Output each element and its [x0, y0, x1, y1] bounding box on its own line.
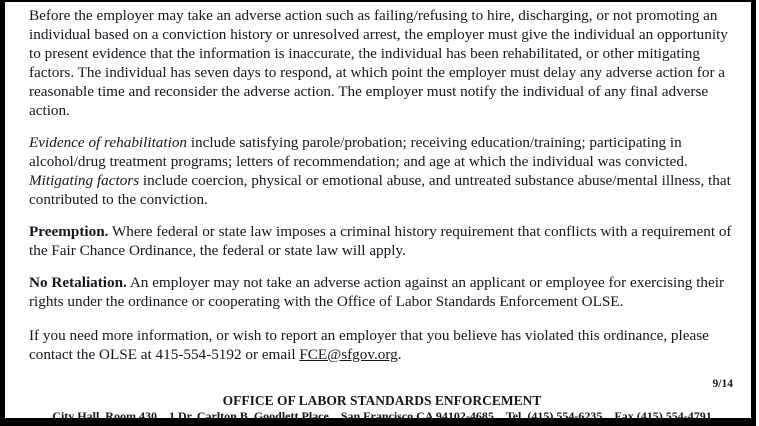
text-run: No Retaliation. [29, 274, 127, 291]
document-content [5, 2, 751, 423]
text-run: An employer may not take an adverse action against an applicant or employee for exercising their rights under the ordinance or cooperating with the Office of Labor Standards Enforcement OLSE. [29, 274, 725, 310]
text-run: include satisfying parole/probation; receiving education/training; participating in alcohol/drug treatment programs; letters of recommendation; and age at which the individual was convicted. [29, 134, 688, 170]
no-retaliation-paragraph [29, 273, 735, 311]
text-run: Evidence of rehabilitation [29, 134, 188, 151]
text-run: Mitigating factors [29, 172, 140, 189]
email-link[interactable]: FCE@sfgov.org [299, 346, 398, 363]
text-run: include coercion, physical or emotional abuse, and untreated substance abuse/mental illness, that contributed to the conviction. [29, 172, 731, 208]
footer-address-segment: 1 Dr. Carlton B. Goodlett Place [168, 409, 329, 423]
preemption-paragraph [29, 222, 735, 260]
footer-address-segment: Fax (415) 554-4791 [614, 409, 712, 423]
text-run: Before the employer may take an adverse action such as failing/refusing to hire, discharging, or not promoting an individual based on a conviction history or unresolved arrest, the employer must give the individual an opportunity to present evidence that the information is inaccurate, the individual has been rehabilitated, or other mitigating factors. The individual has seven days to respond, at which point the employer must delay any adverse action for a reasonable time and reconsider the adverse action. The employer must notify the individual of any final adverse action. [29, 7, 728, 119]
page-number: 9/14 [712, 378, 733, 390]
footer-address-segment: Tel. (415) 554-6235 [505, 409, 603, 423]
text-run: Where federal or state law imposes a criminal history requirement that conflicts with a requirement of the Fair Chance Ordinance, the federal or state law will apply. [29, 223, 732, 259]
text-run: Preemption. [29, 223, 109, 240]
footer-address-segment: City Hall, Room 430 [52, 409, 157, 423]
footer-office-name: OFFICE OF LABOR STANDARDS ENFORCEMENT [222, 393, 542, 408]
adverse-action-paragraph [29, 6, 735, 120]
footer-address [29, 409, 735, 424]
footer-address-segment: San Francisco CA 94102-4685 [340, 409, 494, 423]
contact-paragraph [29, 326, 735, 364]
document-footer [29, 393, 735, 424]
rehabilitation-paragraph [29, 133, 735, 209]
text-run: If you need more information, or wish to report an employer that you believe has violated this ordinance, please contact the OLSE at 415-554-5192 or email [29, 327, 709, 363]
text-run: . [397, 346, 402, 363]
